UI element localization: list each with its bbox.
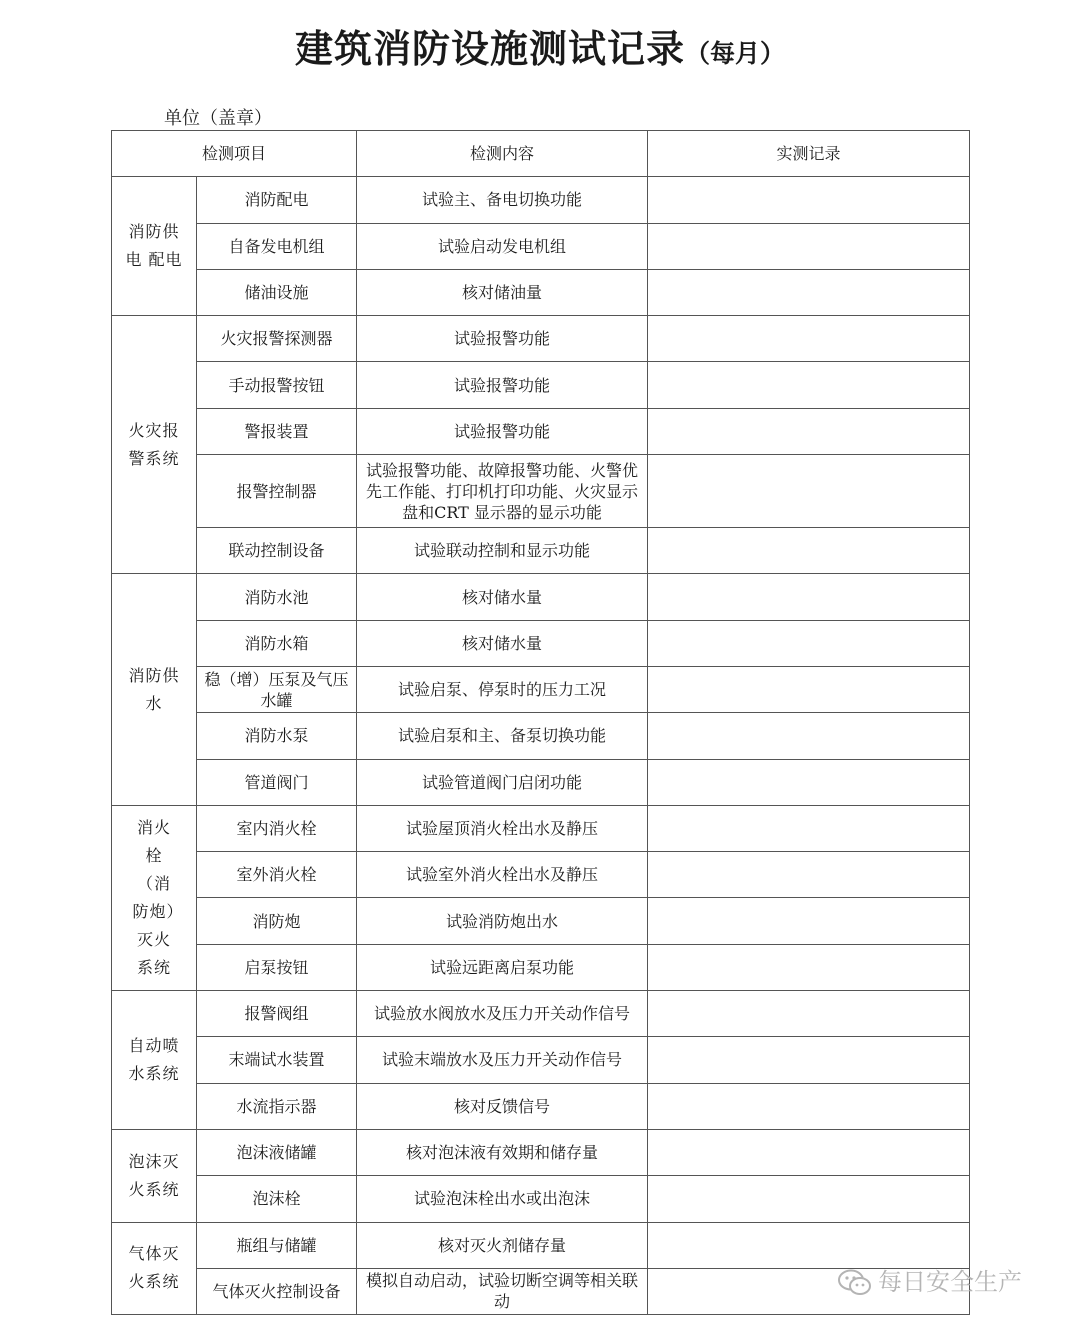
table-row bbox=[112, 898, 970, 944]
content-cell: 试验管道阀门启闭功能 bbox=[357, 759, 648, 805]
group-name: 气体灭火系统 bbox=[128, 1244, 180, 1292]
unit-stamp-label: 单位（盖章） bbox=[164, 108, 272, 129]
header-content: 检测内容 bbox=[357, 131, 648, 177]
record-cell[interactable] bbox=[648, 408, 970, 454]
content-cell: 模拟自动启动，试验切断空调等相关联动 bbox=[357, 1268, 648, 1314]
record-cell[interactable] bbox=[648, 1176, 970, 1222]
group-name-cell bbox=[112, 316, 197, 574]
table-row bbox=[112, 852, 970, 898]
table-row bbox=[112, 1176, 970, 1222]
wechat-icon bbox=[838, 1269, 872, 1297]
watermark-text: 每日安全生产 bbox=[878, 1268, 1022, 1296]
content-cell: 试验泡沫栓出水或出泡沫 bbox=[357, 1176, 648, 1222]
content-cell: 试验主、备电切换功能 bbox=[357, 177, 648, 223]
record-cell[interactable] bbox=[648, 713, 970, 759]
watermark bbox=[838, 1262, 1022, 1297]
item-cell: 消防水泵 bbox=[197, 713, 357, 759]
group-name: 消火栓（消防炮）灭火系统 bbox=[132, 817, 176, 977]
table-row bbox=[112, 1129, 970, 1175]
content-cell: 核对泡沫液有效期和储存量 bbox=[357, 1129, 648, 1175]
content-cell: 核对储水量 bbox=[357, 574, 648, 620]
content-cell: 核对反馈信号 bbox=[357, 1083, 648, 1129]
table-row bbox=[112, 991, 970, 1037]
item-cell: 消防水箱 bbox=[197, 620, 357, 666]
content-cell: 试验启动发电机组 bbox=[357, 223, 648, 269]
table-row bbox=[112, 269, 970, 315]
item-cell: 室内消火栓 bbox=[197, 805, 357, 851]
record-cell[interactable] bbox=[648, 666, 970, 712]
table-row bbox=[112, 759, 970, 805]
item-cell: 管道阀门 bbox=[197, 759, 357, 805]
item-cell: 泡沫栓 bbox=[197, 1176, 357, 1222]
record-cell[interactable] bbox=[648, 991, 970, 1037]
content-cell: 试验启泵、停泵时的压力工况 bbox=[357, 666, 648, 712]
group-name-cell bbox=[112, 1129, 197, 1222]
record-cell[interactable] bbox=[648, 1083, 970, 1129]
item-cell: 手动报警按钮 bbox=[197, 362, 357, 408]
table-row bbox=[112, 455, 970, 528]
item-cell: 自备发电机组 bbox=[197, 223, 357, 269]
record-cell[interactable] bbox=[648, 362, 970, 408]
record-cell[interactable] bbox=[648, 944, 970, 990]
item-cell: 报警控制器 bbox=[197, 455, 357, 528]
content-cell: 核对储油量 bbox=[357, 269, 648, 315]
group-name: 消防供电 配电 bbox=[125, 222, 183, 270]
table-row bbox=[112, 1083, 970, 1129]
group-name-cell bbox=[112, 1222, 197, 1315]
group-name-cell bbox=[112, 574, 197, 805]
table-row bbox=[112, 620, 970, 666]
table-row bbox=[112, 713, 970, 759]
content-cell: 试验放水阀放水及压力开关动作信号 bbox=[357, 991, 648, 1037]
record-cell[interactable] bbox=[648, 1037, 970, 1083]
record-cell[interactable] bbox=[648, 852, 970, 898]
content-cell: 试验报警功能、故障报警功能、火警优先工作能、打印机打印功能、火灾显示盘和CRT 显示器的显示功能 bbox=[357, 455, 648, 528]
item-cell: 水流指示器 bbox=[197, 1083, 357, 1129]
header-row bbox=[112, 131, 970, 177]
table-row bbox=[112, 408, 970, 454]
item-cell: 泡沫液储罐 bbox=[197, 1129, 357, 1175]
record-cell[interactable] bbox=[648, 898, 970, 944]
content-cell: 试验启泵和主、备泵切换功能 bbox=[357, 713, 648, 759]
group-name: 泡沫灭火系统 bbox=[128, 1151, 180, 1199]
test-record-table bbox=[111, 130, 970, 1315]
group-name-cell bbox=[112, 177, 197, 316]
table-row bbox=[112, 944, 970, 990]
content-cell: 试验报警功能 bbox=[357, 362, 648, 408]
item-cell: 火灾报警探测器 bbox=[197, 316, 357, 362]
record-cell[interactable] bbox=[648, 223, 970, 269]
item-cell: 瓶组与储罐 bbox=[197, 1222, 357, 1268]
item-cell: 联动控制设备 bbox=[197, 528, 357, 574]
content-cell: 试验联动控制和显示功能 bbox=[357, 528, 648, 574]
table-row bbox=[112, 1037, 970, 1083]
group-name-cell bbox=[112, 805, 197, 990]
table-row bbox=[112, 362, 970, 408]
table-row bbox=[112, 223, 970, 269]
title-suffix: （每月） bbox=[685, 39, 786, 68]
content-cell: 试验报警功能 bbox=[357, 316, 648, 362]
header-item: 检测项目 bbox=[112, 131, 357, 177]
item-cell: 启泵按钮 bbox=[197, 944, 357, 990]
record-cell[interactable] bbox=[648, 528, 970, 574]
item-cell: 末端试水装置 bbox=[197, 1037, 357, 1083]
item-cell: 消防炮 bbox=[197, 898, 357, 944]
content-cell: 试验远距离启泵功能 bbox=[357, 944, 648, 990]
record-cell[interactable] bbox=[648, 269, 970, 315]
item-cell: 室外消火栓 bbox=[197, 852, 357, 898]
item-cell: 消防水池 bbox=[197, 574, 357, 620]
record-cell[interactable] bbox=[648, 316, 970, 362]
table-row bbox=[112, 528, 970, 574]
item-cell: 消防配电 bbox=[197, 177, 357, 223]
table-row bbox=[112, 666, 970, 712]
item-cell: 稳（增）压泵及气压水罐 bbox=[197, 666, 357, 712]
record-cell[interactable] bbox=[648, 574, 970, 620]
table-row bbox=[112, 177, 970, 223]
item-cell: 报警阀组 bbox=[197, 991, 357, 1037]
group-name: 消防供水 bbox=[128, 665, 180, 713]
page-title bbox=[0, 18, 1080, 73]
record-cell[interactable] bbox=[648, 620, 970, 666]
content-cell: 试验消防炮出水 bbox=[357, 898, 648, 944]
table-row bbox=[112, 316, 970, 362]
content-cell: 核对储水量 bbox=[357, 620, 648, 666]
table-row bbox=[112, 805, 970, 851]
content-cell: 核对灭火剂储存量 bbox=[357, 1222, 648, 1268]
item-cell: 储油设施 bbox=[197, 269, 357, 315]
item-cell: 气体灭火控制设备 bbox=[197, 1268, 357, 1314]
group-name: 火灾报警系统 bbox=[128, 420, 180, 468]
record-cell[interactable] bbox=[648, 177, 970, 223]
item-cell: 警报装置 bbox=[197, 408, 357, 454]
table-body bbox=[112, 131, 970, 1315]
group-name: 自动喷水系统 bbox=[128, 1035, 180, 1083]
header-record: 实测记录 bbox=[648, 131, 970, 177]
content-cell: 试验室外消火栓出水及静压 bbox=[357, 852, 648, 898]
record-cell[interactable] bbox=[648, 805, 970, 851]
content-cell: 试验报警功能 bbox=[357, 408, 648, 454]
title-main: 建筑消防设施测试记录 bbox=[294, 26, 685, 71]
table-row bbox=[112, 574, 970, 620]
group-name-cell bbox=[112, 991, 197, 1130]
content-cell: 试验末端放水及压力开关动作信号 bbox=[357, 1037, 648, 1083]
record-cell[interactable] bbox=[648, 759, 970, 805]
content-cell: 试验屋顶消火栓出水及静压 bbox=[357, 805, 648, 851]
record-cell[interactable] bbox=[648, 1129, 970, 1175]
record-cell[interactable] bbox=[648, 455, 970, 528]
